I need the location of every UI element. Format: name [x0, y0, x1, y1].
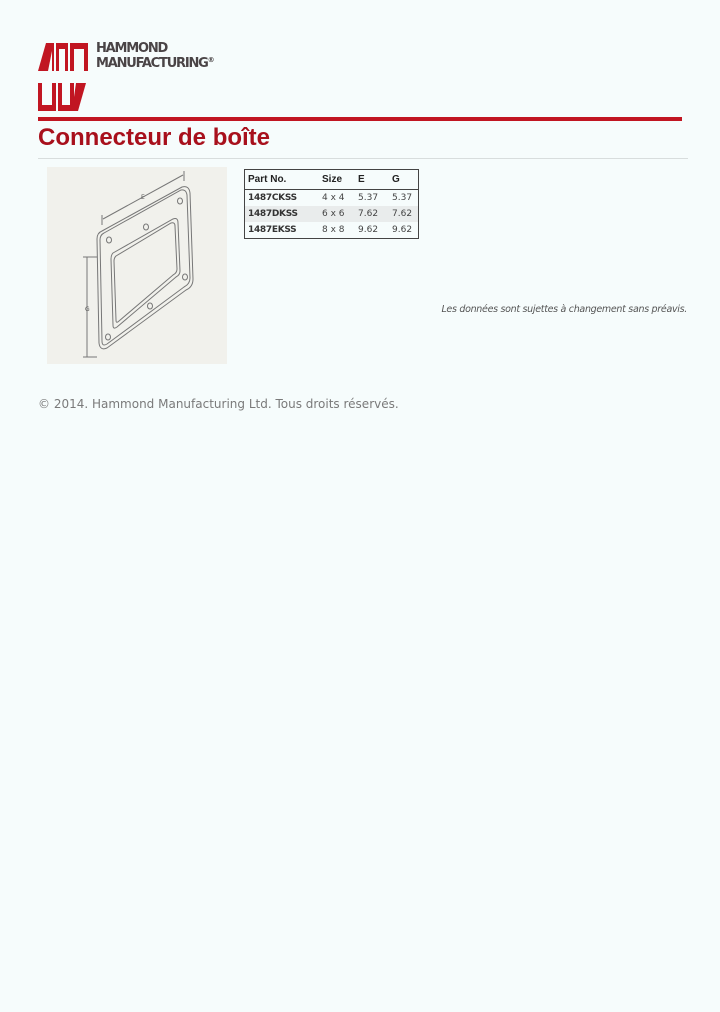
column-header-g: G [389, 170, 419, 190]
dimension-g-cell: 5.37 [392, 193, 413, 203]
table-row [245, 222, 419, 239]
product-drawing [47, 167, 227, 364]
box-connector-drawing-icon [47, 167, 227, 364]
dimension-g-label: G [85, 306, 90, 313]
size-cell: 4 x 4 [322, 193, 345, 203]
dimension-g-cell: 7.62 [389, 206, 419, 222]
dimension-e-cell: 5.37 [358, 193, 379, 203]
table-row [245, 190, 419, 207]
header-divider [38, 117, 682, 121]
disclaimer-note: Les données sont sujettes à changement sans préavis. [441, 304, 687, 315]
spec-table [244, 169, 419, 239]
brand-name-line2-text: MANUFACTURING [96, 56, 208, 71]
part-number-cell: 1487DKSS [245, 206, 320, 222]
column-header-size: Size [319, 170, 355, 190]
dimension-g-cell: 9.62 [392, 225, 413, 235]
brand-name-line1: HAMMOND [96, 41, 168, 56]
copyright-footer: © 2014. Hammond Manufacturing Ltd. Tous droits réservés. [38, 397, 399, 411]
dimension-e-cell: 7.62 [355, 206, 389, 222]
brand-name-line2 [96, 56, 213, 71]
size-cell: 8 x 8 [322, 225, 345, 235]
column-header-part-no: Part No. [245, 170, 320, 190]
part-number-cell: 1487CKSS [248, 193, 297, 203]
registered-mark: ® [207, 56, 214, 64]
part-number-cell: 1487EKSS [248, 225, 297, 235]
page-title: Connecteur de boîte [38, 124, 271, 151]
dimension-e-label: E [141, 194, 145, 201]
table-header-row [245, 170, 419, 190]
dimension-e-cell: 9.62 [358, 225, 379, 235]
size-cell: 6 x 6 [319, 206, 355, 222]
table-row [245, 206, 419, 222]
title-divider [38, 158, 688, 159]
column-header-e: E [355, 170, 389, 190]
